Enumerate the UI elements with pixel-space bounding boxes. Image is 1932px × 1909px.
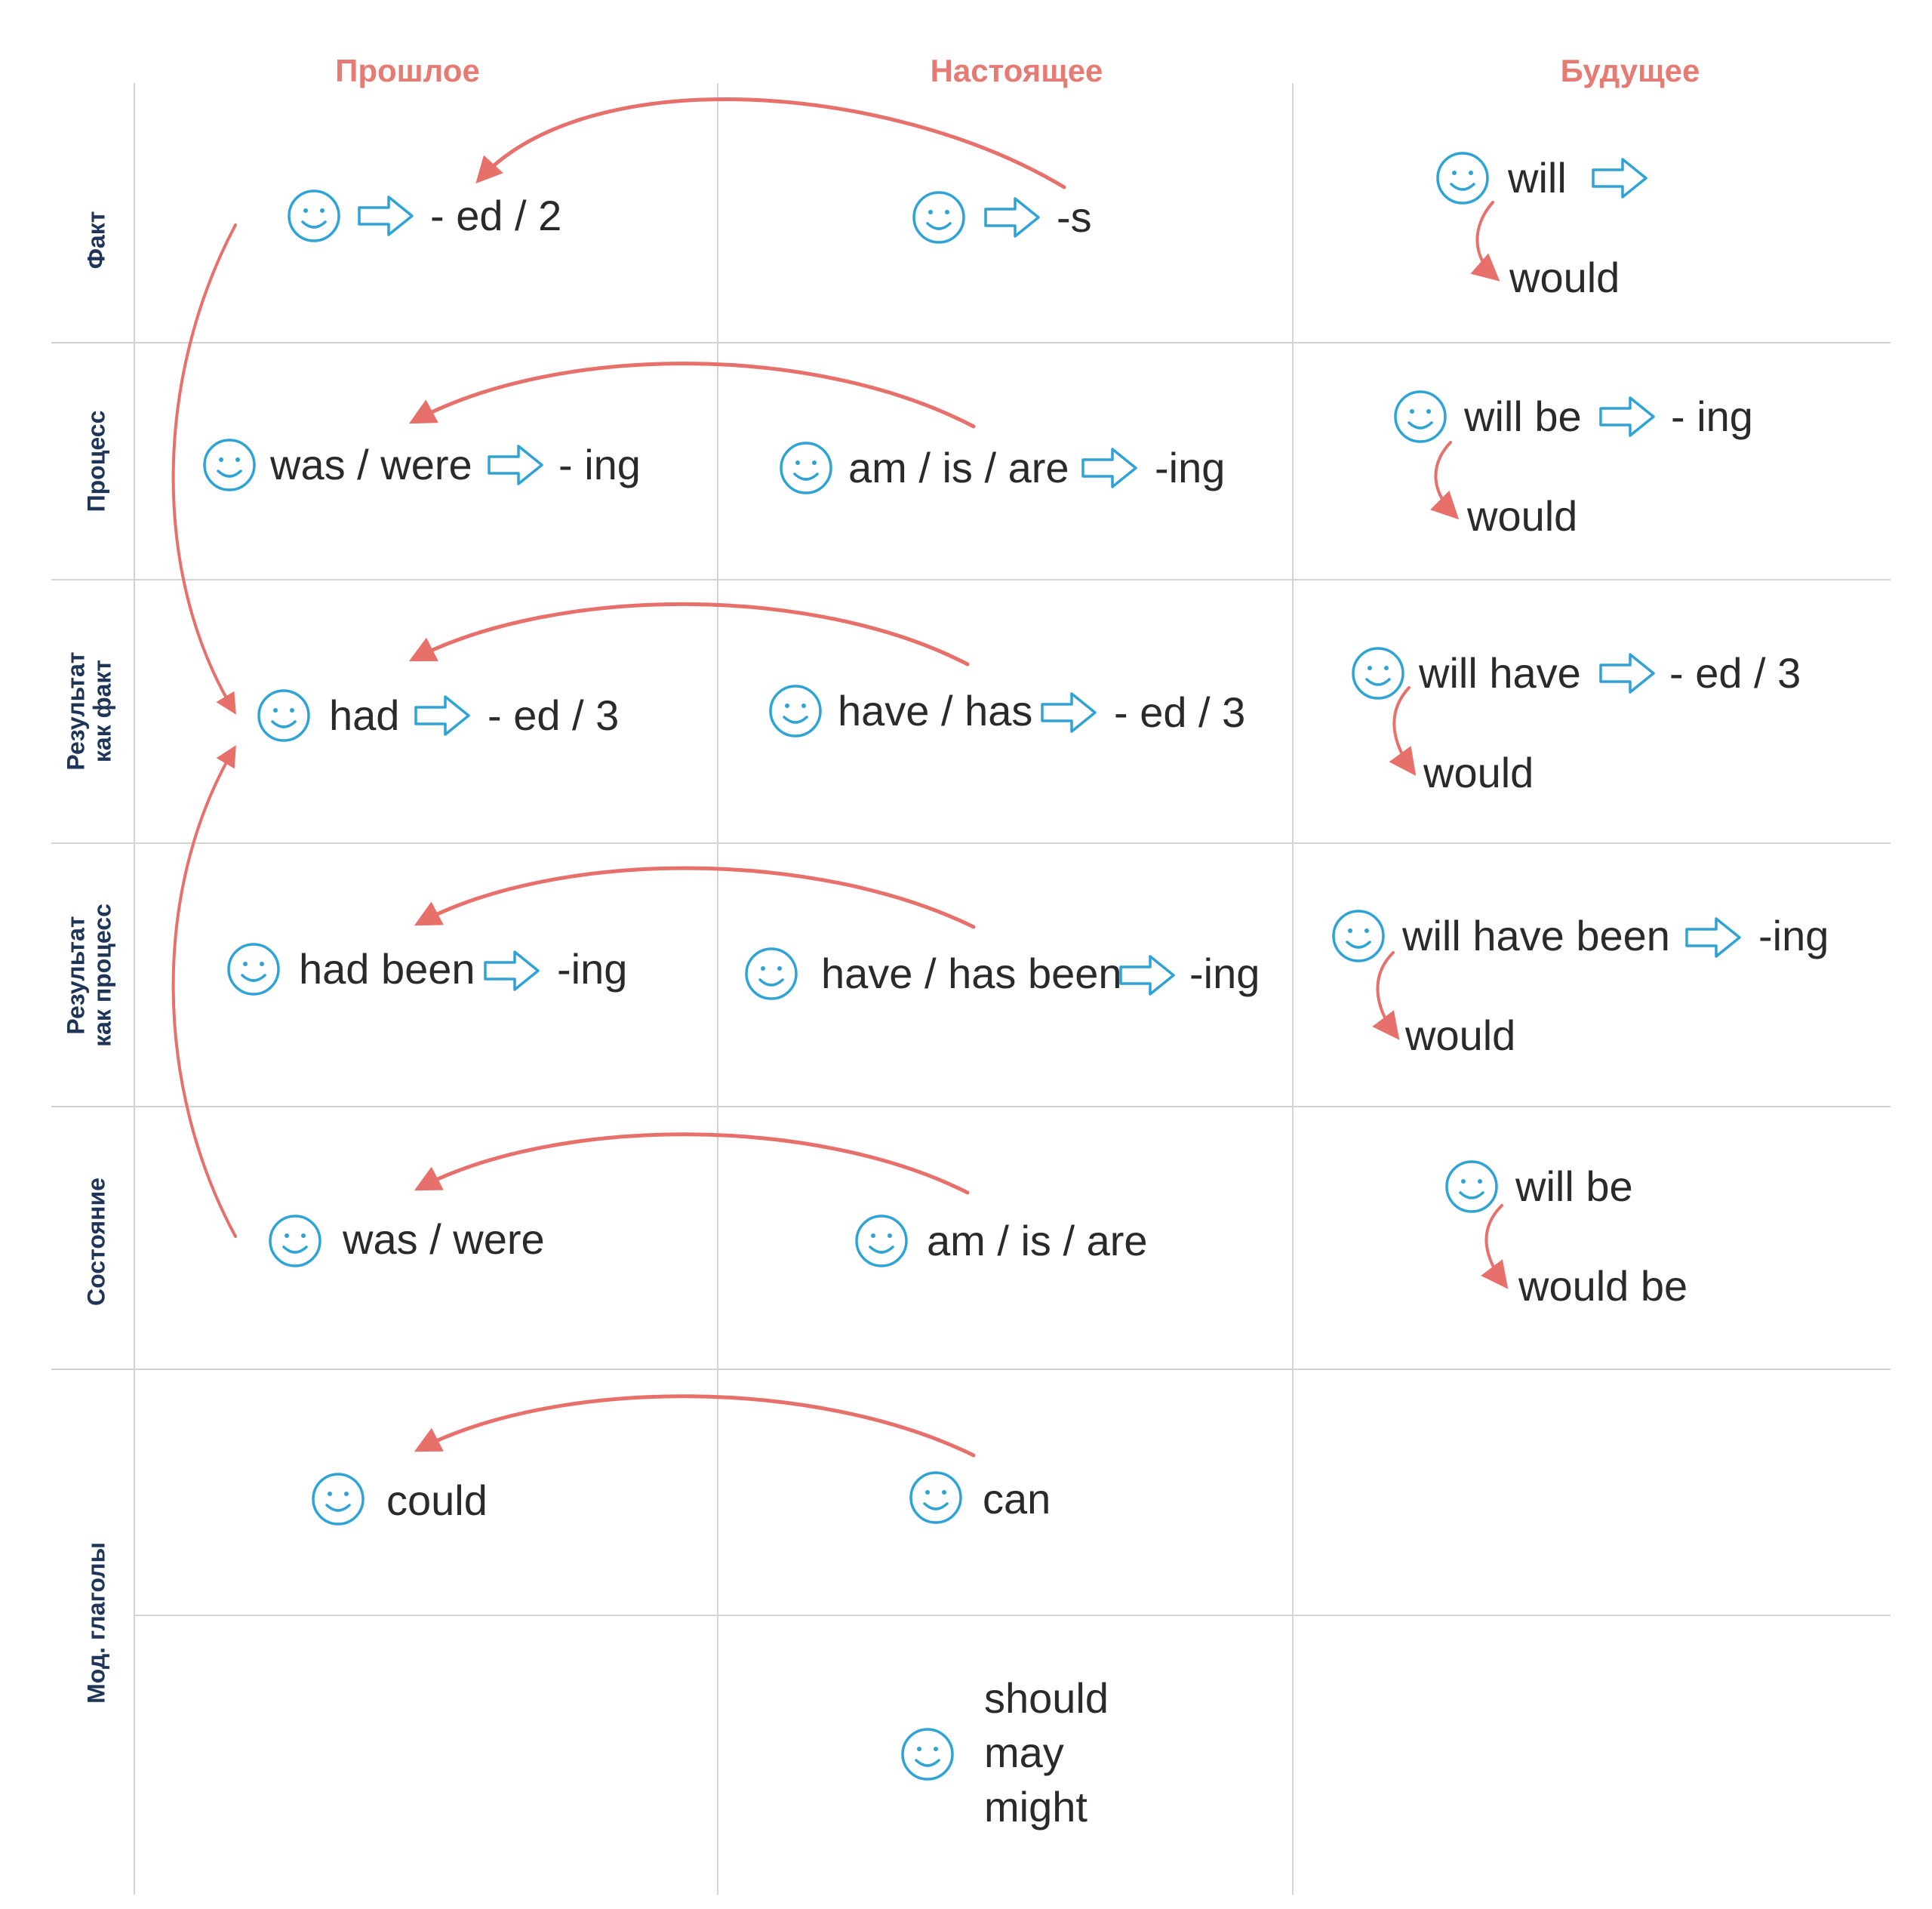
smiley-face-icon — [779, 441, 833, 495]
column-header-future: Будущее — [1560, 53, 1700, 88]
aux-text: will have been — [1402, 912, 1670, 959]
aux-text: was / were — [343, 1215, 545, 1263]
outline-right-arrow-icon — [1598, 396, 1656, 438]
suffix-text: - ing — [558, 441, 641, 488]
smiley-face-icon — [744, 947, 798, 1001]
modal-text: would — [1405, 1011, 1516, 1059]
outline-right-arrow-icon — [487, 444, 544, 486]
suffix-text: -ing — [1758, 912, 1829, 959]
modal-text: would — [1509, 254, 1620, 301]
backshift-arrow-process — [414, 364, 974, 426]
suffix-text: - ed / 3 — [1669, 649, 1801, 697]
arrow-will-be-to-would-be — [1486, 1205, 1505, 1285]
arrow-will-to-would — [1477, 202, 1496, 278]
arrow-will-be-to-would — [1435, 442, 1455, 516]
smiley-face-icon — [1351, 646, 1405, 700]
row-header-text: Процесс — [82, 410, 110, 513]
smiley-face-icon — [854, 1214, 909, 1268]
smiley-face-icon — [257, 688, 311, 743]
row-header-modal — [84, 1542, 110, 1704]
row-header-state — [84, 1178, 110, 1306]
smiley-face-icon — [768, 684, 823, 738]
outline-right-arrow-icon — [1040, 691, 1097, 734]
column-header-past: Прошлое — [335, 53, 480, 88]
modal-text: would be — [1518, 1262, 1688, 1310]
arrow-will-have-been-to-would — [1377, 953, 1396, 1036]
row-header-result-fact — [63, 651, 115, 770]
aux-text: had been — [299, 945, 475, 993]
smiley-face-icon — [909, 1470, 963, 1525]
suffix-text: - ed / 3 — [488, 691, 620, 739]
smiley-face-icon — [226, 942, 281, 996]
outline-right-arrow-icon — [414, 694, 471, 737]
smiley-face-icon — [1444, 1159, 1499, 1214]
outline-right-arrow-icon — [357, 195, 414, 237]
row-header-line: как факт — [88, 659, 115, 763]
smiley-face-icon — [900, 1727, 955, 1781]
suffix-text: -ing — [557, 945, 628, 993]
aux-text: am / is / are — [927, 1217, 1148, 1264]
row-header-text: Состояние — [82, 1178, 110, 1306]
modal-verb-text: could — [386, 1476, 488, 1524]
row-header-text: Факт — [82, 211, 110, 269]
modal-text: would — [1467, 492, 1578, 540]
row-header-line: Результат — [62, 916, 90, 1035]
suffix-text: - ing — [1671, 393, 1753, 440]
column-header-present: Настоящее — [930, 53, 1103, 88]
aux-text: will — [1508, 154, 1567, 202]
aux-text: will be — [1515, 1162, 1633, 1210]
aux-text: will be — [1464, 393, 1582, 440]
backshift-arrow-result-process — [419, 868, 974, 927]
smiley-face-icon — [1393, 389, 1447, 444]
outline-right-arrow-icon — [1118, 954, 1176, 996]
suffix-text: -ing — [1189, 950, 1260, 997]
smiley-face-icon — [202, 438, 257, 492]
modal-verb-text: can — [983, 1475, 1051, 1523]
row-header-fact — [84, 211, 110, 269]
row-header-line: Результат — [62, 651, 90, 771]
suffix-text: - ed / 3 — [1114, 688, 1246, 736]
modal-verb-text: might — [984, 1783, 1088, 1830]
outline-right-arrow-icon — [483, 950, 540, 992]
suffix-text: - ed / 2 — [430, 192, 562, 239]
aux-text: will have — [1419, 649, 1581, 697]
outline-right-arrow-icon — [983, 196, 1041, 239]
row-header-result-process — [63, 904, 115, 1047]
modal-verb-text: should — [984, 1674, 1109, 1722]
smiley-face-icon — [311, 1472, 365, 1526]
outline-right-arrow-icon — [1081, 447, 1138, 489]
row-header-text: Мод. глаголы — [82, 1542, 110, 1704]
aux-text: have / has — [838, 687, 1033, 734]
outline-right-arrow-icon — [1598, 652, 1656, 694]
smiley-face-icon — [1331, 909, 1386, 963]
suffix-text: -s — [1057, 193, 1092, 241]
smiley-face-icon — [287, 189, 341, 243]
backshift-arrow-state — [419, 1135, 968, 1193]
modal-text: would — [1423, 749, 1534, 796]
modal-verb-text: may — [984, 1729, 1064, 1776]
row-header-process — [84, 411, 110, 513]
smiley-face-icon — [912, 190, 966, 245]
aux-text: have / has been — [821, 950, 1122, 997]
aux-text: was / were — [270, 441, 472, 488]
outline-right-arrow-icon — [1591, 157, 1648, 199]
suffix-text: -ing — [1155, 444, 1226, 491]
outline-right-arrow-icon — [1684, 916, 1742, 959]
aux-text: had — [329, 691, 400, 739]
row-header-line: как процесс — [88, 904, 115, 1047]
backshift-arrow-modal — [419, 1396, 974, 1455]
smiley-face-icon — [1435, 151, 1490, 205]
smiley-face-icon — [268, 1214, 322, 1268]
aux-text: am / is / are — [848, 444, 1069, 491]
backshift-arrow-result-fact — [414, 604, 968, 664]
backshift-arrow-fact — [479, 99, 1064, 187]
